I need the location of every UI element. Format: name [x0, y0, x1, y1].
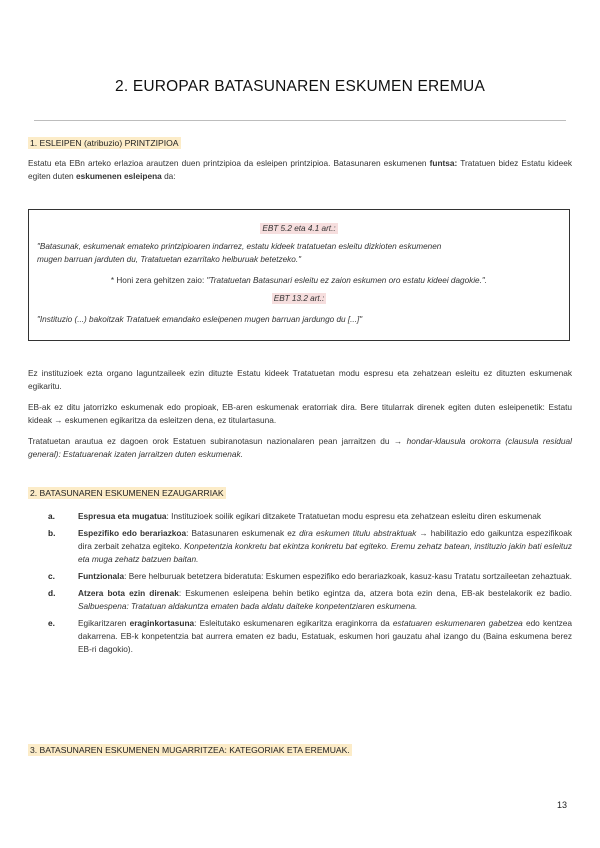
list-item-italic-2: Konpetentzia konkretu bat ekintza konkretu bat egiteko. Eremu zehatz batean, instituzio jakin bati esleituz eta muga zehatz batzuen baitan. [78, 541, 572, 564]
list-item-text: : Eskumenen esleipena behin betiko egintza da, atzera bota ezin dena, EB-ak bestelakorik ez badio. [178, 588, 572, 598]
list-item-term: Funtzionala [78, 571, 125, 581]
list-item-term: Espezifiko edo berariazkoa [78, 528, 187, 538]
list-item-prefix: Egikaritzaren [78, 618, 130, 628]
list-item [28, 510, 572, 523]
note-quote: "Tratatuetan Batasunari esleitu ez zaion eskumen oro estatu kideei dagokie.". [206, 276, 488, 285]
list-item-text: : Batasunaren eskumenak ez [186, 528, 300, 538]
treaty-ref-1 [29, 222, 569, 235]
page-title: 2. EUROPAR BATASUNAREN ESKUMEN EREMUA [115, 78, 485, 95]
section-1-intro [28, 157, 572, 183]
treaty-note [29, 274, 569, 287]
section-1-heading [28, 138, 181, 148]
list-item [28, 527, 572, 566]
section-2-heading [28, 488, 226, 498]
list-item [28, 570, 572, 583]
intro-bold-esleipena: eskumenen esleipena [75, 171, 162, 181]
section-3-heading-text: 3. BATASUNAREN ESKUMENEN MUGARRITZEA: KATEGORIAK ETA EREMUAK. [30, 745, 350, 755]
paragraph-3-text: Tratatuetan arautua ez dagoen orok Estatuen subiranotasun nazionalaren pean jarraitzen du → [28, 436, 407, 446]
quote-1-line-b: mugen barruan jarduten du, Tratatuetan ezarritako helburuak betetzeko." [37, 255, 302, 264]
quote-1-line-a: "Batasunak, eskumenak emateko printzipioaren indarrez, estatu kideek tratatuetan esleitu dizkioten eskumenen [37, 242, 442, 251]
intro-text-e: da: [161, 171, 176, 181]
treaty-quote-2: "Instituzio (...) bakoitzak Tratatuek emandako esleipenen mugen barruan jardungo du [...]" [37, 315, 363, 324]
list-item-text: : Instituzioek soilik egikari ditzakete Tratatuetan modu espresu eta zehatzean esleitu diren eskumenak [166, 511, 542, 521]
treaty-quote-box [28, 209, 570, 341]
treaty-ref-2 [29, 292, 569, 305]
characteristics-list [28, 510, 572, 660]
paragraph-2: EB-ak ez ditu jatorrizko eskumenak edo propioak, EB-aren eskumenak eratorriak dira. Bere titularrak direnek egiten duten esleipenetik: Estatu kideak → eskumenen egikaritza da esleitzen dena, ez titulartasuna. [28, 402, 572, 425]
list-item-italic: dira eskumen titulu abstraktuak [299, 528, 417, 538]
list-item-term: Espresua eta mugatua [78, 511, 167, 521]
treaty-quote-1 [37, 240, 561, 266]
paragraph-1: Ez instituzioek ezta organo laguntzaileek ezin dituzte Estatu kideek Tratatuetan modu espresu eta zehatzean esleitu ez dituzten eskumenak egikaritu. [28, 368, 572, 391]
intro-text-c: Tratatuen bidez Estatu kideek egiten duten [28, 158, 572, 181]
list-item-text: : Bere helburuak betetzera bideratuta: Eskumen espezifiko edo berariazkoak, kasuz-kasu Tratatu sortzaileetan zehaztuak. [124, 571, 572, 581]
list-marker: d. [48, 588, 56, 598]
treaty-ref-1-text: EBT 5.2 eta 4.1 art.: [262, 224, 336, 233]
section-1-heading-text: 1. ESLEIPEN (atribuzio) PRINTZIPIOA [30, 138, 179, 148]
list-item-text-2: → habilitazio edo gaikuntza espezifikoak dira zerbait zehatza egiteko. [78, 528, 572, 551]
treaty-ref-2-text: EBT 13.2 art.: [273, 294, 325, 303]
list-item-term: eraginkortasuna [129, 618, 195, 628]
list-item [28, 617, 572, 656]
intro-bold-funtsa: funtsa: [429, 158, 458, 168]
list-marker: c. [48, 571, 55, 581]
list-item-italic: estatuaren eskumenaren gabetzea [392, 618, 523, 628]
note-prefix: * Honi zera gehitzen zaio: [110, 276, 207, 285]
list-item [28, 587, 572, 613]
page-number: 13 [557, 800, 568, 810]
list-marker: e. [48, 618, 55, 628]
list-item-term: Atzera bota ezin direnak [78, 588, 179, 598]
intro-text-a: Estatu eta EBn arteko erlazioa arautzen duen printzipioa da esleipen printzipioa. Batasunaren eskumenen [28, 158, 430, 168]
list-item-text-2: edo kentzea dakarrena. EB-k konpetentzia bat aurrera ematen ez badu, Estatuak, eskumen hori gauzatu ahal izango du (Baina eskumena berez EB-ri dagokio). [78, 618, 573, 654]
section-2-heading-text: 2. BATASUNAREN ESKUMENEN EZAUGARRIAK [30, 488, 224, 498]
list-marker: b. [48, 528, 56, 538]
paragraph-3-italic: hondar-klausula orokorra (clausula residual general): Estatuarenak izaten jarraitzen duten eskumenak. [28, 436, 572, 459]
paragraph-3 [28, 435, 572, 461]
section-3-heading [28, 745, 352, 755]
list-item-italic: Salbuespena: Tratatuan aldakuntza ematen bada aldatu daiteke konpetentziaren eskumena. [78, 601, 418, 611]
title-divider [34, 120, 566, 121]
list-marker: a. [48, 511, 55, 521]
list-item-text: : Esleitutako eskumenaren egikaritza eraginkorra da [194, 618, 393, 628]
